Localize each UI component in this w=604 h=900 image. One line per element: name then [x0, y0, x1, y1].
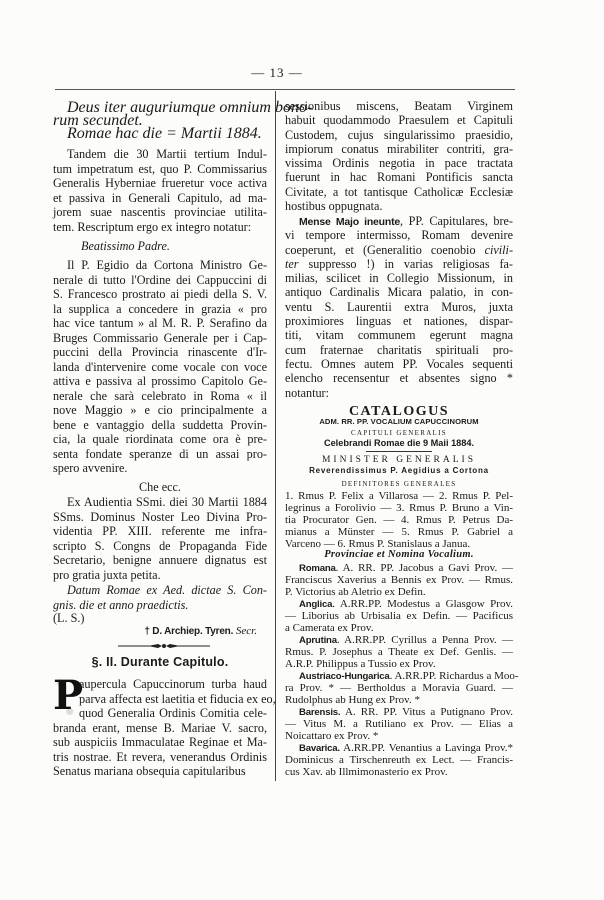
text-line: legrinus a Forolivio — 3. Rmus P. Bruno a Vin-: [285, 502, 513, 514]
text-line: senta fondate speranze di un assai pro-: [53, 446, 267, 461]
text-line: landa d'intervenire come vocale con voce: [53, 359, 267, 374]
text-line: impiorum conatus mirabiliter contriti, gra-: [285, 141, 513, 156]
text-line: Custodem, cujus singularissimo praesidio,: [285, 127, 513, 142]
text-segment: ter: [285, 256, 299, 271]
provinces-heading: Provinciae et Nomina Vocalium.: [324, 549, 474, 560]
header-rule: [55, 89, 515, 90]
text-line: Datum Romae ex Aed. dictae S. Con-: [67, 583, 267, 597]
text-line: tia Procurator Gen. — 4. Rmus P. Petrus Da-: [285, 514, 513, 526]
text-line: notantur:: [285, 385, 330, 400]
text-segment: A. RR. PP. Vitus a Putignano Prov.: [340, 706, 513, 718]
salutation-beatissimo: [53, 239, 267, 254]
signature: [53, 625, 267, 637]
text-segment: . A. RR. PP. Jacobus a Gavi Prov. —: [335, 562, 513, 574]
text-line: [285, 598, 513, 610]
text-line: nerale di tutto l'Ordine dei Cappuccini di: [53, 272, 267, 287]
text-line: Varceno — 6. Rmus P. Stanislaus a Janua.: [285, 538, 471, 550]
paragraph-mense-majo: [285, 214, 513, 400]
section-heading: §. II. Durante Capitulo.: [91, 655, 229, 669]
minister-heading: MINISTER GENERALIS: [321, 455, 476, 465]
bold-lead: Austriaco-Hungarica: [299, 671, 390, 682]
province-entry: [285, 634, 513, 670]
text-line: [285, 243, 513, 257]
paragraph-audientia: [53, 495, 267, 582]
text-line: hac vice tantum » al M. R. P. Serafino da: [53, 316, 267, 330]
text-line: gnis. die et anno praedictis.: [53, 597, 189, 612]
text-line: SSms. Dominus Noster Leo Divina Pro-: [53, 509, 267, 524]
catalog-title: CATALOGUS: [348, 404, 450, 419]
text-line: Bruges Commissario Generale per i Cap-: [53, 330, 267, 345]
text-line: S. Francesco prostrato ai piedi della S. V.: [53, 287, 267, 301]
text-line: [285, 634, 513, 646]
text-line: jorem suae nascentis provinciae utilita-: [53, 205, 267, 219]
text-line: [285, 257, 513, 271]
text-line: vi tempore intermisso, Romam devenire: [285, 228, 513, 243]
text-line: Senatus mariana obsequia capitularibus: [53, 764, 246, 778]
text-segment: , PP. Capitulares, bre-: [400, 214, 513, 228]
text-line: parva affecta est laetitia et fiducia ex eo,: [79, 691, 276, 706]
text-line: Beatissimo Padre.: [81, 239, 170, 253]
bold-lead: Bavarica.: [299, 743, 340, 754]
signature-title: Secr.: [235, 625, 257, 637]
text-line: (L. S.): [53, 611, 85, 625]
text-line: tris nostrae. Et revera, venerandus Ordinis: [53, 749, 267, 764]
paragraph-sessionibus: [285, 99, 513, 213]
text-line: Deus iter auguriumque omnium bono-: [67, 99, 313, 116]
text-line: nove Maggio » e cio principalmente a: [53, 403, 267, 417]
text-line: tem. Rescriptum ergo ex integro notatur:: [53, 219, 252, 234]
page-number: — 13 —: [251, 65, 303, 80]
text-line: milias, scilicet in Collegio Missionum, in: [285, 271, 513, 286]
text-line: videntia PP. XIII. referente me infra-: [53, 524, 267, 538]
catalog-chapter: CAPITULI GENERALIS: [351, 429, 447, 437]
text-line: Civitate, a tot tantisque Catholicæ Ecclesiæ: [285, 184, 513, 199]
text-line: fuerunt in hac Romani Pontificis sancta: [285, 170, 513, 185]
text-line: attiva e passiva al prossimo Capitolo Ge-: [53, 374, 267, 388]
paragraph-paupercula: [53, 677, 276, 779]
text-line: [285, 742, 513, 754]
text-line: Il P. Egidio da Cortona Ministro Ge-: [67, 258, 267, 272]
text-line: Ex Audientia SSmi. diei 30 Martii 1884: [67, 495, 267, 509]
paragraph-petition: [53, 258, 267, 476]
text-line: a Camerata ex Prov.: [285, 622, 374, 634]
text-line: [285, 670, 519, 682]
seal-ls: [53, 611, 267, 626]
bold-lead: Barensis.: [299, 707, 341, 718]
text-line: Secretario, benigne annuere dignatus est: [53, 553, 267, 567]
text-line: Che ecc.: [139, 480, 181, 494]
text-line: — Liborius ab Urbisalia ex Defin. — Pacificus: [285, 610, 513, 622]
signature-name: † D. Archiep. Tyren.: [144, 626, 234, 637]
text-line: [285, 214, 513, 228]
text-line: branda erant, mense B. Mariae V. sacro,: [53, 720, 267, 735]
definitores-list: [285, 490, 513, 550]
text-line: pro gratia juxta petita.: [53, 567, 161, 582]
definitores-heading: DEFINITORES GENERALES: [341, 480, 457, 488]
text-line: scripto S. Congns de Propaganda Fide: [53, 538, 267, 553]
text-line: habuit quodammodo Praesulem et Capituli: [285, 113, 513, 128]
text-line: spero avvenire.: [53, 461, 128, 475]
text-segment: . A.RR.PP. Richardus a Moo-: [389, 670, 519, 682]
text-line: Franciscus Xaverius a Bennis ex Prov. — Rmus.: [285, 574, 513, 586]
che-ecc: [53, 480, 267, 495]
text-line: cia, la quale riordinata come ora è pre-: [53, 432, 267, 446]
text-line: A.R.P. Philippus a Tussio ex Prov.: [285, 658, 436, 670]
text-line: Romae hac die = Martii 1884.: [67, 125, 262, 142]
text-line: la supplica a concedere in grazia « pro: [53, 301, 267, 316]
text-segment: A.RR.PP. Venantius a Lavinga Prov.*: [339, 742, 513, 754]
province-entry: [285, 598, 513, 634]
provinces-list: [285, 562, 519, 778]
text-line: antiquo Cardinalis Micara palatio, in con-: [285, 285, 513, 300]
text-line: P. Victorius ab Aletrio ex Defin.: [285, 586, 426, 598]
text-line: elencho recensentur et absentes signo *: [285, 371, 513, 386]
province-entry: [285, 562, 513, 598]
bold-lead: Mense Majo ineunte: [299, 216, 401, 228]
bold-lead: Aprutina: [299, 635, 337, 646]
drop-cap: P: [53, 672, 84, 719]
paragraph-tandem: [53, 147, 267, 234]
catalog-subtitle: ADM. RR. PP. VOCALIUM CAPUCCINORUM: [319, 417, 479, 426]
text-line: quod Generalia Ordinis Comitia cele-: [79, 706, 267, 720]
text-line: nerale che sarà celebrato in Roma « il: [53, 388, 267, 403]
text-line: fectu. Omnes autem PP. Vocales sequenti: [285, 356, 513, 371]
text-line: vissima Ordinis negotia in pace tractata: [285, 156, 513, 171]
bold-lead: Romana: [299, 563, 336, 574]
text-segment: civili-: [484, 242, 513, 257]
ornament-divider: [118, 641, 210, 651]
text-line: bene e vantaggio della suddetta Provin-: [53, 417, 267, 432]
text-line: mianus a Münster — 5. Rmus P. Gabriel a: [285, 526, 513, 538]
text-line: Rudolphus ab Hung ex Prov. *: [285, 694, 420, 706]
minister-name: Reverendissimus P. Aegidius a Cortona: [309, 466, 489, 475]
province-entry: [285, 742, 513, 778]
text-segment: . A.RR.PP. Modestus a Glasgow Prov.: [332, 598, 513, 610]
catalog-rule: [366, 451, 432, 452]
text-line: titi, vitam communem egerunt magna: [285, 328, 513, 343]
column-divider: [275, 91, 276, 781]
datum-romae: [53, 583, 267, 612]
text-line: 1. Rmus P. Felix a Villarosa — 2. Rmus P. Pel-: [285, 490, 513, 502]
text-line: Generalis Hyberniae frueretur voce activa: [53, 176, 267, 190]
text-line: et passiva in Generali Capitulo, ad ma-: [53, 190, 267, 205]
text-line: cum fraternae charitatis spirituali pro-: [285, 342, 513, 357]
province-entry: [285, 706, 513, 742]
text-line: — Vitus M. a Rutiliano ex Prov. — Elias a: [285, 718, 513, 730]
text-segment: coeperunt, et (Generalitio coenobio: [285, 242, 485, 257]
text-line: sub auspiciis Immaculatae Reginae et Ma-: [53, 735, 267, 749]
italic-salutation: [53, 99, 313, 129]
text-line: aupercula Capuccinorum turba haud: [79, 677, 267, 691]
catalog-celebration: Celebrandi Romae die 9 Maii 1884.: [323, 438, 475, 448]
text-line: puccini della Provincia rinascente d'Ir-: [53, 345, 267, 359]
province-entry: [285, 670, 519, 706]
text-line: rum secundet.: [53, 112, 143, 129]
text-line: ra Prov. * — Bertholdus a Moravia Guard. —: [285, 682, 513, 694]
text-segment: suppresso !) in varias religiosas fa-: [298, 256, 513, 271]
text-line: Dominicus a Tirschenreuth ex Lect. — Francis-: [285, 754, 513, 766]
text-line: [285, 706, 513, 718]
text-line: ventu S. Laurentii extra Muros, juxta: [285, 299, 513, 314]
text-line: tum impetratum est, quo P. Commissarius: [53, 161, 267, 176]
bold-lead: Anglica: [299, 599, 333, 610]
dateline: [53, 127, 267, 140]
text-line: Tandem die 30 Martii tertium Indul-: [67, 147, 267, 161]
text-line: proximiores linguas et nationes, dispar-: [285, 314, 513, 329]
text-line: Noicattaro ex Prov. *: [285, 730, 379, 742]
text-line: [285, 562, 513, 574]
text-line: Rmus. P. Josephus a Theate ex Def. Genlis. —: [285, 646, 513, 658]
text-segment: . A.RR.PP. Cyrillus a Penna Prov. —: [336, 634, 513, 646]
text-line: hostibus oppugnata.: [285, 199, 383, 214]
text-line: sessionibus miscens, Beatam Virginem: [285, 99, 513, 113]
text-line: cus Xav. ab Illmimonasterio ex Prov.: [285, 766, 448, 778]
